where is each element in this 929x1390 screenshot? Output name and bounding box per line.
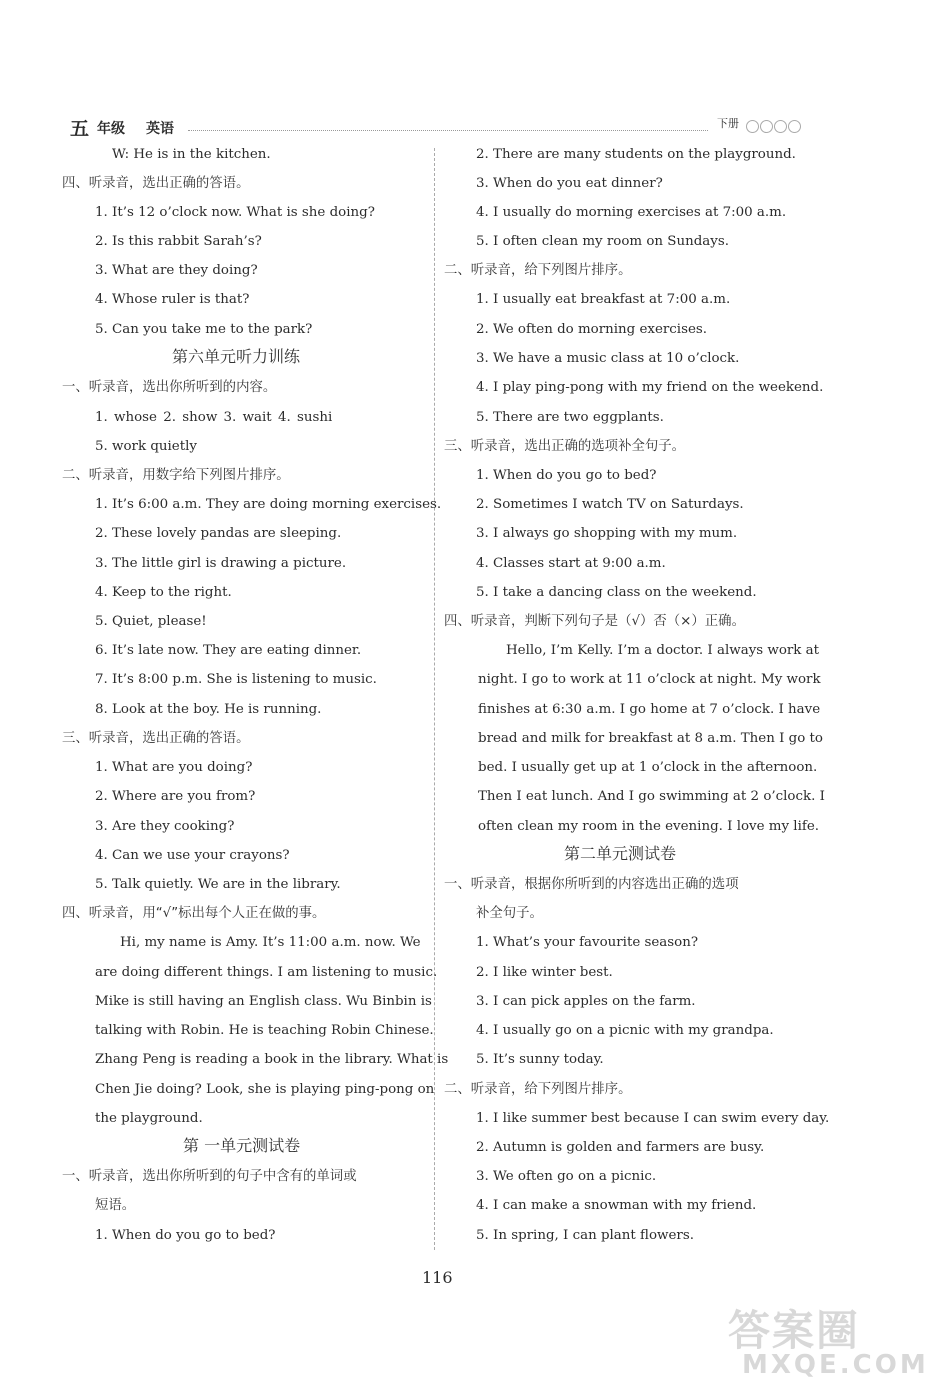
answer-line: 5. Can you take me to the park? (95, 322, 313, 337)
passage-line: talking with Robin. He is teaching Robin Chinese. (95, 1023, 434, 1038)
section-heading: 三、听录音，选出正确的选项补全句子。 (444, 439, 686, 454)
passage-line: Chen Jie doing? Look, she is playing ping-pong on (95, 1082, 435, 1097)
grade-number: 五 (70, 118, 90, 140)
unit-title: 第二单元测试卷 (564, 844, 677, 863)
answer-line: 5. I take a dancing class on the weekend. (476, 585, 757, 600)
answer-line: 5. I often clean my room on Sundays. (476, 234, 729, 249)
section-heading: 一、听录音，选出你所听到的句子中含有的单词或 (62, 1169, 357, 1184)
answer-line: 2. Autumn is golden and farmers are busy. (476, 1140, 765, 1155)
grade-label: 年级 (97, 121, 125, 137)
section-heading: 四、听录音，选出正确的答语。 (62, 176, 250, 191)
passage-line: Hello, I’m Kelly. I’m a doctor. I always work at (506, 643, 820, 658)
answer-line: 4. Whose ruler is that? (95, 292, 250, 307)
answer-line: 1. What are you doing? (95, 760, 253, 775)
passage-line: Then I eat lunch. And I go swimming at 2 o’clock. I (478, 789, 825, 804)
answer-line: 5. Talk quietly. We are in the library. (95, 877, 341, 892)
answer-line: 2. Is this rabbit Sarah’s? (95, 234, 262, 249)
page-header (66, 112, 836, 140)
passage-line: bread and milk for breakfast at 8 a.m. Then I go to (478, 731, 823, 746)
answer-line: 6. It’s late now. They are eating dinner. (95, 643, 362, 658)
answer-line: 4. I usually go on a picnic with my grandpa. (476, 1023, 774, 1038)
answer-line: W: He is in the kitchen. (112, 147, 271, 162)
watermark-logo: 答案圈 (728, 1306, 861, 1355)
section-heading: 二、听录音，用数字给下列图片排序。 (62, 468, 290, 483)
answer-line: 1. It’s 12 o’clock now. What is she doing? (95, 205, 375, 220)
answer-line: 5. work quietly (95, 439, 197, 454)
answer-line: 2. Sometimes I watch TV on Saturdays. (476, 497, 744, 512)
section-heading: 二、听录音，给下列图片排序。 (444, 263, 632, 278)
answer-line: 3. We have a music class at 10 o’clock. (476, 351, 740, 366)
answer-line: 7. It’s 8:00 p.m. She is listening to music. (95, 672, 377, 687)
answer-line: 5. Quiet, please! (95, 614, 207, 629)
answer-line: 2. I like winter best. (476, 965, 613, 980)
answer-line: 3. Are they cooking? (95, 819, 235, 834)
answer-line: 3. What are they doing? (95, 263, 258, 278)
answer-line: 5. In spring, I can plant flowers. (476, 1228, 694, 1243)
passage-line: are doing different things. I am listening to music. (95, 965, 438, 980)
page-number: 116 (422, 1268, 453, 1287)
answer-line: 3. When do you eat dinner? (476, 176, 663, 191)
section-heading: 一、听录音，根据你所听到的内容选出正确的选项 (444, 877, 739, 892)
answer-line: 4. Classes start at 9:00 a.m. (476, 556, 666, 571)
passage-line: often clean my room in the evening. I love my life. (478, 819, 820, 834)
answer-line: 4. I play ping-pong with my friend on the weekend. (476, 380, 824, 395)
passage-line: night. I go to work at 11 o’clock at night. My work (478, 672, 821, 687)
answer-line: 1. When do you go to bed? (95, 1228, 276, 1243)
section-heading: 二、听录音，给下列图片排序。 (444, 1082, 632, 1097)
answer-line: 8. Look at the boy. He is running. (95, 702, 322, 717)
answer-line: 1. It’s 6:00 a.m. They are doing morning exercises. (95, 497, 442, 512)
section-heading: 四、听录音，用“√”标出每个人正在做的事。 (62, 906, 326, 921)
answer-line: 5. There are two eggplants. (476, 410, 664, 425)
section-heading-continued: 短语。 (95, 1198, 136, 1213)
answer-line: 4. I can make a snowman with my friend. (476, 1198, 757, 1213)
passage-line: the playground. (95, 1111, 203, 1126)
answer-line: 2. We often do morning exercises. (476, 322, 708, 337)
answer-line: 4. Keep to the right. (95, 585, 232, 600)
answer-line: 4. I usually do morning exercises at 7:00 a.m. (476, 205, 787, 220)
passage-line: Hi, my name is Amy. It’s 11:00 a.m. now. We (120, 935, 421, 950)
passage-line: Zhang Peng is reading a book in the library. What is (95, 1052, 449, 1067)
passage-line: finishes at 6:30 a.m. I go home at 7 o’clock. I have (478, 702, 821, 717)
answer-line: 1. whose 2. show 3. wait 4. sushi (95, 410, 333, 425)
answer-line: 5. It’s sunny today. (476, 1052, 604, 1067)
volume-label: 下册 (717, 117, 739, 130)
section-heading-continued: 补全句子。 (476, 906, 543, 921)
passage-line: bed. I usually get up at 1 o’clock in the afternoon. (478, 760, 818, 775)
answer-line: 1. What’s your favourite season? (476, 935, 699, 950)
answer-line: 1. I like summer best because I can swim every day. (476, 1111, 830, 1126)
subject-label: 英语 (146, 121, 174, 137)
section-heading: 四、听录音，判断下列句子是（√）否（×）正确。 (444, 614, 745, 629)
answer-line: 3. I always go shopping with my mum. (476, 526, 738, 541)
section-heading: 一、听录音，选出你所听到的内容。 (62, 380, 277, 395)
answer-line: 1. When do you go to bed? (476, 468, 657, 483)
answer-line: 3. The little girl is drawing a picture. (95, 556, 347, 571)
answer-line: 2. These lovely pandas are sleeping. (95, 526, 342, 541)
decorative-dots-icon (746, 118, 802, 137)
answer-line: 3. We often go on a picnic. (476, 1169, 657, 1184)
passage-line: Mike is still having an English class. Wu Binbin is (95, 994, 432, 1009)
answer-line: 2. Where are you from? (95, 789, 256, 804)
answer-line: 4. Can we use your crayons? (95, 848, 290, 863)
answer-line: 2. There are many students on the playground. (476, 147, 796, 162)
section-heading: 三、听录音，选出正确的答语。 (62, 731, 250, 746)
answer-line: 3. I can pick apples on the farm. (476, 994, 696, 1009)
unit-title: 第六单元听力训练 (172, 347, 301, 366)
watermark-url: MXQE.COM (742, 1350, 929, 1380)
answer-line: 1. I usually eat breakfast at 7:00 a.m. (476, 292, 731, 307)
header-rule (188, 130, 708, 131)
unit-title: 第 一单元测试卷 (183, 1136, 301, 1155)
